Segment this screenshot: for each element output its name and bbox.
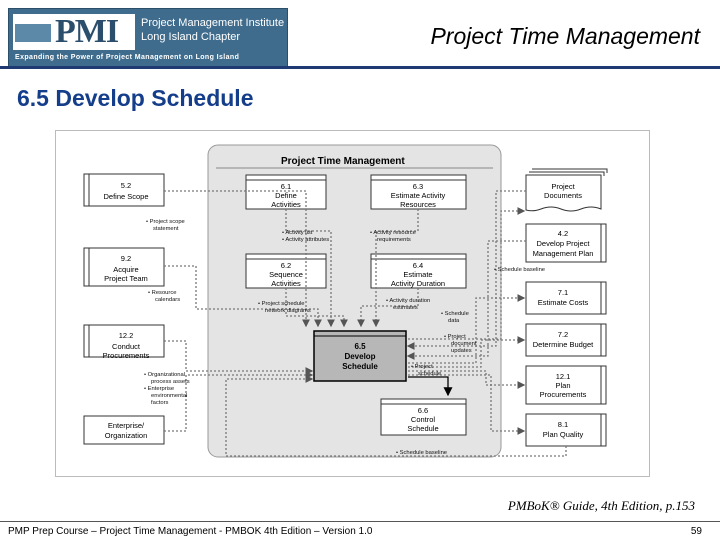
svg-text:12.2: 12.2: [118, 331, 134, 340]
process-estimate-activity-resources: [371, 175, 466, 209]
svg-text:• Enterprise: • Enterprise: [144, 386, 175, 392]
svg-text:updates: updates: [451, 348, 472, 354]
process-plan-procurements: [526, 366, 606, 404]
svg-text:Estimate Costs: Estimate Costs: [537, 298, 589, 307]
svg-text:Activities: Activities: [271, 279, 301, 288]
svg-text:Activity Duration: Activity Duration: [390, 279, 446, 288]
label-schedule-baseline-out: • Schedule baseline: [396, 450, 448, 456]
svg-text:8.1: 8.1: [557, 420, 569, 429]
process-acquire-project-team: [84, 248, 164, 286]
label-resource-calendars: • Resource: [148, 290, 177, 296]
svg-text:9.2: 9.2: [120, 254, 132, 263]
process-define-activities: [246, 175, 326, 209]
svg-text:Determine Budget: Determine Budget: [532, 340, 594, 349]
panel-title: Project Time Management: [281, 156, 405, 167]
logo-tagline: Expanding the Power of Project Management on Long Island: [15, 54, 240, 61]
label-activity-resource: • Activity resource: [370, 230, 416, 236]
svg-text:calendars: calendars: [155, 297, 181, 303]
svg-text:Management Plan: Management Plan: [532, 249, 594, 258]
svg-text:6.4: 6.4: [412, 261, 424, 270]
logo-letters: PMI: [55, 13, 119, 50]
label-scope-statement: • Project scope: [146, 219, 185, 225]
svg-text:Plan Quality: Plan Quality: [542, 430, 584, 439]
label-document-updates: • Project: [444, 334, 466, 340]
svg-text:Define: Define: [275, 191, 297, 200]
svg-text:6.2: 6.2: [280, 261, 292, 270]
pmi-logo: [8, 8, 288, 68]
svg-text:6.6: 6.6: [417, 406, 429, 415]
svg-text:Sequence: Sequence: [269, 270, 303, 279]
logo-stripe: [15, 24, 51, 42]
svg-text:7.1: 7.1: [557, 288, 569, 297]
svg-text:Project Team: Project Team: [104, 274, 148, 283]
process-diagram-frame: [55, 130, 650, 477]
label-duration-estimates: • Activity duration: [386, 298, 431, 304]
label-activity-list: • Activity list: [282, 230, 313, 236]
source-citation: PMBoK® Guide, 4th Edition, p.153: [507, 498, 695, 513]
svg-text:Control: Control: [410, 415, 436, 424]
svg-text:12.1: 12.1: [555, 372, 571, 381]
svg-text:Schedule: Schedule: [342, 362, 378, 371]
logo-line-2: Long Island Chapter: [141, 31, 241, 43]
page-number: 59: [690, 526, 702, 537]
svg-text:environmental: environmental: [151, 393, 188, 399]
header-divider: [0, 66, 720, 69]
process-diagram: [56, 131, 649, 476]
svg-text:Conduct: Conduct: [112, 342, 140, 351]
svg-text:schedule: schedule: [418, 371, 442, 377]
process-control-schedule: [381, 399, 466, 435]
process-estimate-activity-duration: [371, 254, 466, 288]
svg-text:Procurements: Procurements: [102, 351, 150, 360]
svg-text:Plan: Plan: [555, 381, 571, 390]
svg-text:6.5: 6.5: [354, 342, 366, 351]
project-documents: [526, 169, 607, 211]
svg-text:factors: factors: [151, 400, 169, 406]
svg-text:requirements: requirements: [377, 237, 411, 243]
svg-text:Organization: Organization: [104, 431, 148, 440]
svg-text:Develop Project: Develop Project: [536, 239, 590, 248]
process-develop-schedule: [314, 331, 406, 381]
svg-text:Project: Project: [551, 182, 575, 191]
process-develop-pm-plan: [526, 224, 606, 262]
svg-text:data: data: [448, 318, 460, 324]
svg-text:network diagrams: network diagrams: [265, 308, 311, 314]
process-conduct-procurements: [84, 325, 164, 360]
logo-line-1: Project Management Institute: [141, 17, 285, 29]
svg-text:statement: statement: [153, 226, 179, 232]
process-determine-budget: [526, 324, 606, 356]
label-project-schedule: • Project: [411, 364, 433, 370]
svg-text:estimates: estimates: [393, 305, 418, 311]
svg-text:7.2: 7.2: [557, 330, 569, 339]
svg-text:5.2: 5.2: [120, 181, 132, 190]
header-title: Project Time Management: [430, 23, 700, 49]
footer-divider: [0, 521, 720, 522]
label-schedule-baseline-in: • Schedule baseline: [494, 267, 546, 273]
svg-text:• Activity attributes: • Activity attributes: [282, 237, 330, 243]
svg-text:Schedule: Schedule: [407, 424, 439, 433]
svg-text:Enterprise/: Enterprise/: [107, 421, 145, 430]
svg-text:4.2: 4.2: [557, 229, 569, 238]
svg-text:Procurements: Procurements: [539, 390, 587, 399]
svg-text:6.1: 6.1: [280, 182, 292, 191]
label-schedule-data: • Schedule: [441, 311, 469, 317]
label-opa: • Organizational: [144, 372, 186, 378]
process-estimate-costs: [526, 282, 606, 314]
label-network-diagrams: • Project schedule: [258, 301, 305, 307]
footer-text: PMP Prep Course – Project Time Management - PMBOK 4th Edition – Version 1.0: [8, 526, 373, 537]
svg-text:Define Scope: Define Scope: [103, 192, 149, 201]
pmi-logo-mark: [13, 14, 135, 50]
svg-text:document: document: [451, 341, 477, 347]
enterprise-organization: [84, 416, 164, 444]
process-sequence-activities: [246, 254, 326, 288]
section-title: 6.5 Develop Schedule: [17, 85, 254, 111]
svg-text:Acquire: Acquire: [113, 265, 139, 274]
svg-text:Estimate Activity: Estimate Activity: [390, 191, 446, 200]
svg-text:Documents: Documents: [544, 191, 582, 200]
svg-text:Activities: Activities: [271, 200, 301, 209]
process-plan-quality: [526, 414, 606, 446]
process-define-scope: [84, 174, 164, 206]
svg-text:Resources: Resources: [400, 200, 436, 209]
svg-text:Develop: Develop: [344, 352, 376, 361]
svg-text:process assets: process assets: [151, 379, 190, 385]
svg-text:6.3: 6.3: [412, 182, 424, 191]
svg-text:Estimate: Estimate: [403, 270, 433, 279]
